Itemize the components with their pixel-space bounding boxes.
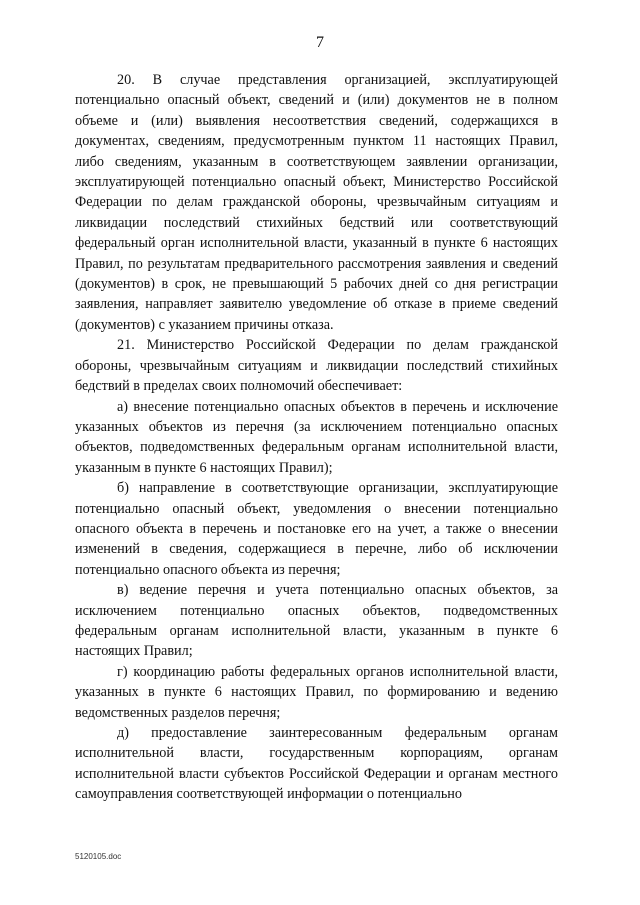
subitem-g: г) координацию работы федеральных органов исполнительной власти, указанных в пункте 6 настоящих Правил, по формированию и ведению ведомственных разделов перечня; <box>75 663 558 721</box>
page-number: 7 <box>316 34 324 51</box>
footer-file-code: 5120105.doc <box>75 852 122 861</box>
document-body <box>75 70 558 805</box>
subitem-v: в) ведение перечня и учета потенциально опасных объектов, за исключением потенциально опасных объектов, подведомственных федеральным органам исполнительной власти, указанным в пункте 6 настоящих Правил; <box>75 582 558 660</box>
subitem-a: а) внесение потенциально опасных объектов в перечень и исключение указанных объектов из перечня (за исключением потенциально опасных объектов, подведомственных федеральным органам исполнительной власти, указанным в пункте 6 настоящих Правил); <box>75 398 558 476</box>
paragraph-21: 21. Министерство Российской Федерации по делам гражданской обороны, чрезвычайным ситуациям и ликвидации последствий стихийных бедствий в пределах своих полномочий обеспечивает: <box>75 337 558 395</box>
subitem-d: д) предоставление заинтересованным федеральным органам исполнительной власти, государственным корпорациям, органам исполнительной власти субъектов Российской Федерации и органам местного самоуправления соответствующей информации о потенциально <box>75 725 558 803</box>
paragraph-20: 20. В случае представления организацией, эксплуатирующей потенциально опасный объект, сведений и (или) документов не в полном объеме и (или) выявления несоответствия сведений, содержащихся в документах, сведениям, предусмотренным пунктом 11 настоящих Правил, либо сведениям, указанным в соответствующем заявлении организации, эксплуатирующей потенциально опасный объект, Министерство Российской Федерации по делам гражданской обороны, чрезвычайным ситуациям и ликвидации последствий стихийных бедствий или соответствующий федеральный орган исполнительной власти, указанный в пункте 6 настоящих Правил, по результатам предварительного рассмотрения заявления и сведений (документов) в срок, не превышающий 5 рабочих дней со дня регистрации заявления, направляет заявителю уведомление об отказе в приеме сведений (документов) с указанием причины отказа. <box>75 72 558 333</box>
subitem-b: б) направление в соответствующие организации, эксплуатирующие потенциально опасный объект, уведомления о внесении потенциально опасного объекта в перечень и постановке его на учет, а также о внесении изменений в сведения, содержащиеся в перечне, либо об исключении потенциально опасного объекта из перечня; <box>75 480 558 578</box>
